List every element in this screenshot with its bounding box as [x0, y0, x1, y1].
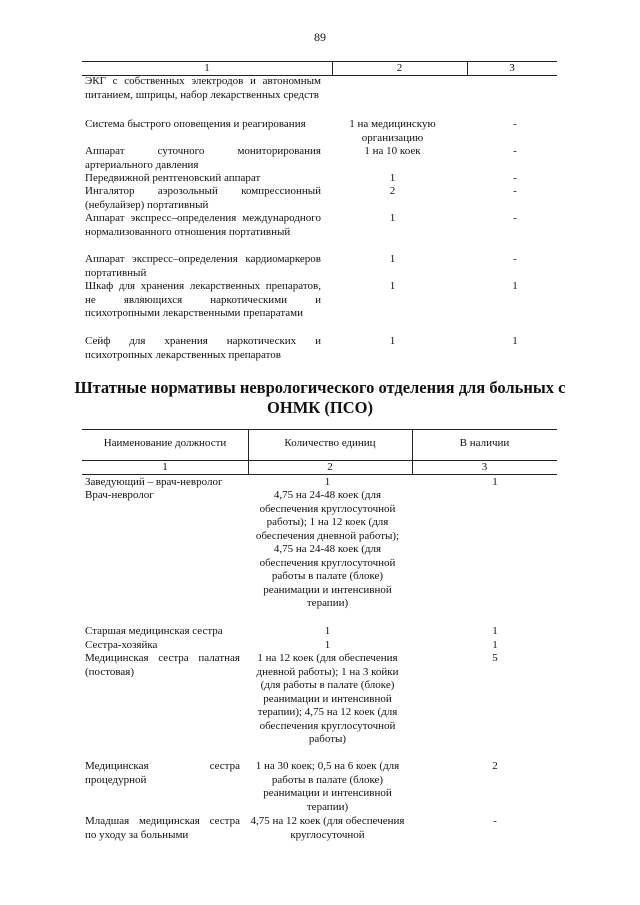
equipment-name: Передвижной рентгеновский аппарат	[85, 172, 261, 184]
table2-number-col3: 3	[481, 461, 488, 473]
staff-available: 5	[492, 652, 498, 664]
staff-qty: 1 на 30 коек; 0,5 на 6 коек (для работы в палате (блоке) реанимации и интенсивной терапии)	[255, 760, 400, 813]
staff-qty: 1	[324, 625, 331, 637]
staff-available: -	[493, 815, 497, 827]
equipment-extra: -	[513, 185, 517, 197]
staff-qty: 4,75 на 24-48 коек (для обеспечения круглосуточной работы); 1 на 12 коек (для обеспечения дневной работы); 4,75 на 24-48 коек (для обеспечения круглосуточной работы в палате (блоке) реанимации и интенсивной терапии)	[255, 489, 400, 609]
staff-position: Медицинская сестра процедурной	[85, 760, 240, 786]
staff-qty: 1	[324, 476, 331, 488]
equipment-name: Сейф для хранения наркотических и психотропных лекарственных препаратов	[85, 335, 321, 361]
table2-header-qty: Количество единиц	[284, 437, 376, 449]
equipment-extra: 1	[512, 280, 518, 292]
staff-position: Врач-невролог	[85, 489, 154, 501]
equipment-name: Аппарат суточного мониторирования артериального давления	[85, 145, 321, 171]
staff-position: Заведующий – врач-невролог	[85, 476, 223, 488]
table2-header-position: Наименование должности	[103, 437, 227, 449]
table1-header-col3: 3	[509, 62, 515, 74]
table2-number-border	[82, 474, 557, 475]
staff-available: 1	[492, 476, 498, 488]
table2-top-border	[82, 429, 557, 430]
equipment-name: Аппарат экспресс–определения кардиомаркеров портативный	[85, 253, 321, 279]
equipment-qty: 1	[389, 253, 396, 265]
table2-number-col2: 2	[327, 461, 333, 473]
staff-qty: 1	[324, 639, 331, 651]
page-number: 89	[314, 30, 326, 44]
staff-qty: 4,75 на 12 коек (для обеспечения круглосуточной	[250, 815, 405, 841]
equipment-qty: 1 на медицинскую организацию	[349, 118, 436, 144]
equipment-extra: -	[513, 253, 517, 265]
equipment-extra: -	[513, 172, 517, 184]
equipment-qty: 1	[389, 335, 396, 347]
equipment-extra: 1	[512, 335, 518, 347]
equipment-qty: 1 на 10 коек	[364, 145, 421, 157]
equipment-qty: 2	[389, 185, 396, 197]
table1-header	[82, 61, 557, 76]
equipment-extra: -	[513, 145, 517, 157]
table1-header-col1: 1	[204, 62, 210, 74]
staff-available: 1	[492, 625, 498, 637]
equipment-extra: -	[513, 118, 517, 130]
equipment-name: Система быстрого оповещения и реагирования	[85, 118, 306, 130]
staff-position: Медицинская сестра палатная (постовая)	[85, 652, 240, 678]
table2-header-available: В наличии	[459, 437, 510, 449]
staff-position: Старшая медицинская сестра	[85, 625, 223, 637]
staff-position: Сестра-хозяйка	[85, 639, 158, 651]
equipment-extra: -	[513, 212, 517, 224]
equipment-qty: 1	[389, 172, 396, 184]
equipment-name: Шкаф для хранения лекарственных препаратов, не являющихся наркотическими и психотропными лекарственными препаратами	[85, 280, 321, 319]
equipment-qty: 1	[389, 280, 396, 292]
staff-available: 2	[492, 760, 498, 772]
staff-available: 1	[492, 639, 498, 651]
equipment-name: Аппарат экспресс–определения международного нормализованного отношения портативный	[85, 212, 321, 238]
staff-qty: 1 на 12 коек (для обеспечения дневной работы); 1 на 3 койки (для работы в палате (блоке) реанимации и интенсивной терапии); 4,75 на 12 коек (для обеспечения круглосуточной работы)	[256, 652, 399, 745]
staff-position: Младшая медицинская сестра по уходу за больными	[85, 815, 240, 841]
equipment-name: ЭКГ с собственных электродов и автономным питанием, шприцы, набор лекарственных средств	[85, 75, 321, 101]
section-title: Штатные нормативы неврологического отделения для больных с ОНМК (ПСО)	[74, 378, 566, 417]
equipment-qty: 1	[389, 212, 396, 224]
equipment-name: Ингалятор аэрозольный компрессионный (небулайзер) портативный	[85, 185, 321, 211]
table1-header-col2: 2	[396, 62, 403, 74]
table2-number-col1: 1	[162, 461, 168, 473]
